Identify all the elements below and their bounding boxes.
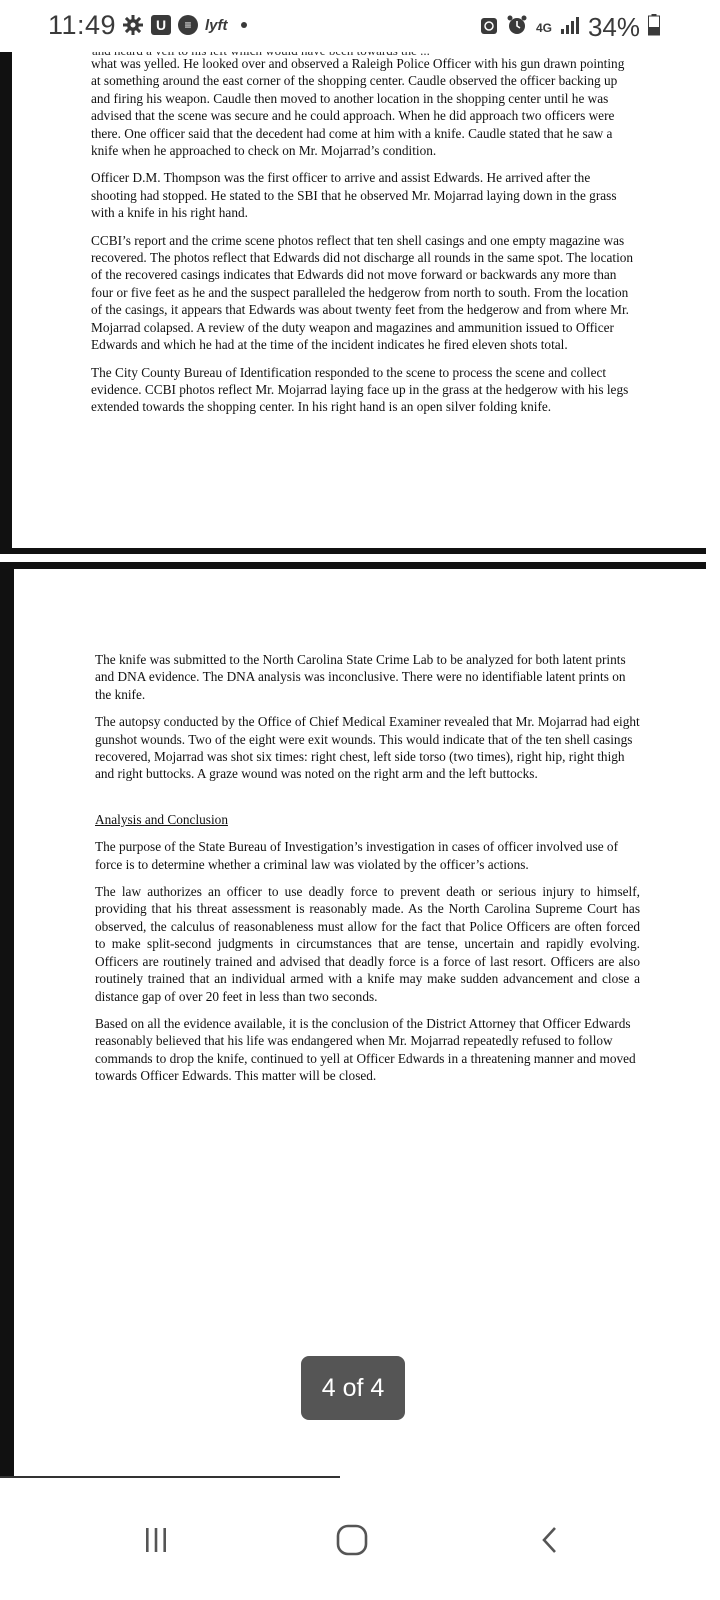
paragraph-thompson-account: Officer D.M. Thompson was the first officer to arrive and assist Edwards. He arrived after the shooting had stopped. He stated to the SBI that he observed Mr. Mojarrad laying down in the grass with a knife in his right hand. bbox=[91, 170, 617, 221]
status-bar bbox=[0, 0, 720, 52]
app-circle-icon: ≡ bbox=[178, 15, 198, 35]
settings-gear-icon bbox=[122, 14, 144, 36]
page-4-body bbox=[95, 651, 640, 1095]
notification-icons bbox=[122, 14, 247, 36]
more-notifications-dot-icon bbox=[241, 22, 247, 28]
recent-apps-button[interactable] bbox=[126, 1510, 186, 1570]
paragraph-knife-analysis: The knife was submitted to the North Carolina State Crime Lab to be analyzed for both latent prints and DNA evidence. The DNA analysis was inconclusive. There were no identifiable latent prints on the knife. bbox=[95, 652, 626, 702]
paragraph-law: The law authorizes an officer to use deadly force to prevent death or serious injury to himself, providing that his threat assessment is reasonably made. As the North Carolina Supreme Court has observed, the calculus of reasonableness must allow for the fact that Police Officers are often forced to make split-second judgments in circumstances that are tense, uncertain and rapidly evolving. Officers are routinely trained and advised that deadly force is a force of last resort. Officers are also routinely trained that an individual armed with a knife may make sudden advancement and close a distance gap of over 20 feet in less than two seconds. bbox=[95, 884, 640, 1004]
recycle-icon bbox=[480, 15, 498, 40]
paragraph-conclusion: Based on all the evidence available, it is the conclusion of the District Attorney that Officer Edwards reasonably believed that his life was endangered when Mr. Mojarrad repeatedly refused to follow commands to drop the knife, continued to yell at Officer Edwards in a threatening manner and moved towards Officer Edwards. This matter will be closed. bbox=[95, 1015, 636, 1084]
back-button[interactable] bbox=[520, 1510, 580, 1570]
recent-apps-icon bbox=[141, 1525, 171, 1555]
navigation-bar bbox=[0, 1490, 720, 1600]
battery-icon bbox=[648, 14, 660, 41]
paragraph-ccbi-scene: The City County Bureau of Identification responded to the scene to process the scene and collect evidence. CCBI photos reflect Mr. Mojarrad laying face up in the grass at the hedgerow with his legs extended towards the shopping center. In his right hand is an open silver folding knife. bbox=[91, 364, 629, 415]
document-page-4 bbox=[0, 562, 706, 1482]
alarm-icon bbox=[506, 14, 528, 41]
status-time: 11:49 bbox=[48, 10, 117, 40]
system-icons bbox=[480, 12, 660, 43]
section-heading-analysis: Analysis and Conclusion bbox=[95, 811, 228, 827]
page-indicator: 4 of 4 bbox=[301, 1356, 405, 1420]
page-bottom-border bbox=[0, 1476, 340, 1478]
page-left-border bbox=[0, 52, 12, 552]
app-u-icon: U bbox=[151, 15, 171, 35]
network-type-icon: 4G bbox=[535, 20, 552, 35]
home-button[interactable] bbox=[322, 1510, 382, 1570]
page-top-border bbox=[0, 562, 706, 569]
paragraph-ccbi-casings: CCBI’s report and the crime scene photos reflect that ten shell casings and one empty magazine was recovered. The photos reflect that Edwards did not discharge all rounds in the same spot. The location of the recovered casings indicates that Edwards did not move forward or backwards any more than four or five feet as he and the suspect paralleled the hedgerow from north to south. From the location of the casings, it appears that Edwards was about twenty feet from the hedgerow and from where Mr. Mojarrad colapsed. A review of the duty weapon and magazines and ammunition issued to Officer Edwards and which he had at the time of the incident indicates he fired eleven shots total. bbox=[91, 232, 634, 353]
paragraph-caudle-account: what was yelled. He looked over and observed a Raleigh Police Officer with his gun drawn pointing at something around the east corner of the shopping center. Caudle observed the officer backing up and firing his weapon. Caudle then moved to another location in the shopping center until he was advised that the scene was secure and he could approach. When he did approach two officers were there. One officer said that the decedent had come at him with a knife. Caudle stated that he saw a knife when he approached to check on Mr. Mojarrad’s condition. bbox=[91, 56, 625, 159]
paragraph-autopsy: The autopsy conducted by the Office of Chief Medical Examiner revealed that Mr. Mojarrad had eight gunshot wounds. Two of the eight were exit wounds. This would indicate that of the ten shell casings recovered, Mojarrad was shot six times: right chest, left side torso (two times), right hip, right thigh and right buttocks. A graze wound was noted on the right arm and the left buttocks. bbox=[95, 714, 640, 782]
page-bottom-border bbox=[0, 548, 706, 554]
document-page-3 bbox=[0, 52, 706, 552]
paragraph-purpose: The purpose of the State Bureau of Investigation’s investigation in cases of officer involved use of force is to determine whether a criminal law was violated by the officer’s actions. bbox=[95, 839, 618, 872]
signal-icon bbox=[560, 16, 580, 39]
battery-percentage: 34% bbox=[587, 12, 640, 42]
home-icon bbox=[335, 1523, 369, 1557]
back-chevron-icon bbox=[535, 1525, 565, 1555]
lyft-icon: lyft bbox=[205, 16, 228, 34]
page-left-border bbox=[0, 562, 14, 1478]
page-3-body bbox=[91, 55, 636, 426]
